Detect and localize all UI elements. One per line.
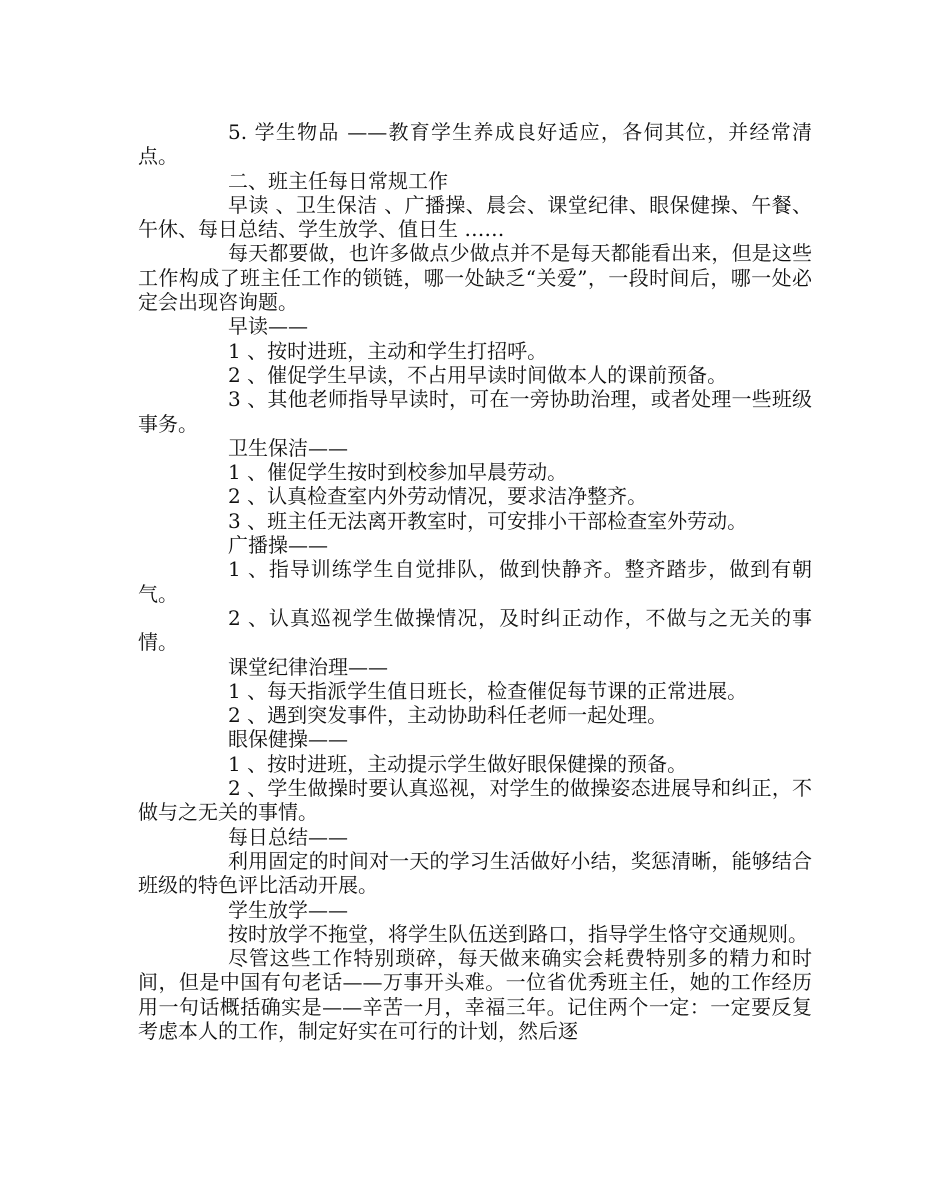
list-item: 1 、按时进班，主动和学生打招呼。: [228, 338, 548, 363]
list-item: 3 、其他老师指导早读时，可在一旁协助治理，或者处理一些班级事务。: [138, 387, 812, 436]
subheading-broadcast-exercise: 广播操——: [228, 533, 328, 558]
list-item: 3 、班主任无法离开教室时，可安排小干部检查室外劳动。: [228, 508, 748, 533]
list-item: 2 、认真巡视学生做操情况，及时纠正动作，不做与之无关的事情。: [138, 605, 812, 655]
list-item: 2 、学生做操时要认真巡视，对学生的做操姿态进展导和纠正，不做与之无关的事情。: [138, 776, 812, 825]
subheading-dismissal: 学生放学——: [228, 897, 348, 922]
paragraph-daily-importance: 每天都要做，也许多做点少做点并不是每天都能看出来，但是这些工作构成了班主任工作的锁链，哪一处缺乏“关爱”，一段时间后，哪一处必定会出现咨询题。: [138, 241, 812, 315]
subheading-daily-summary: 每日总结——: [228, 824, 348, 849]
paragraph-closing: 尽管这些工作特别琐碎，每天做来确实会耗费特别多的精力和时间，但是中国有句老话——万事开头难。一位省优秀班主任，她的工作经历用一句话概括确实是——辛苦一月，幸福三年。记住两个一定：一定要反复考虑本人的工作，制定好实在可行的计划，然后逐: [138, 946, 812, 1043]
section-heading-daily-routine: 二、班主任每日常规工作: [228, 168, 448, 193]
subheading-cleaning: 卫生保洁——: [228, 435, 348, 460]
list-item: 1 、指导训练学生自觉排队，做到快静齐。整齐踏步，做到有朝气。: [138, 557, 812, 606]
paragraph-routine-list: 早读 、卫生保洁 、广播操、晨会、课堂纪律、眼保健操、午餐、午休、每日总结、学生放学、值日生 ……: [138, 192, 812, 242]
list-item: 2 、催促学生早读，不占用早读时间做本人的课前预备。: [228, 362, 728, 387]
document-page: [138, 120, 812, 1043]
list-item: 1 、按时进班，主动提示学生做好眼保健操的预备。: [228, 751, 688, 776]
list-item: 2 、认真检查室内外劳动情况，要求洁净整齐。: [228, 484, 648, 509]
list-item: 2 、遇到突发事件，主动协助科任老师一起处理。: [228, 703, 668, 728]
subheading-morning-reading: 早读——: [228, 314, 308, 339]
subheading-eye-exercise: 眼保健操——: [228, 727, 348, 752]
list-item: 1 、每天指派学生值日班长，检查催促每节课的正常进展。: [228, 678, 748, 703]
subheading-classroom-discipline: 课堂纪律治理——: [228, 654, 388, 679]
paragraph-dismissal-detail: 按时放学不拖堂，将学生队伍送到路口，指导学生恪守交通规则。: [228, 921, 808, 946]
paragraph-summary-detail: 利用固定的时间对一天的学习生活做好小结，奖惩清晰，能够结合班级的特色评比活动开展。: [138, 848, 812, 898]
list-item: 1 、催促学生按时到校参加早晨劳动。: [228, 460, 568, 485]
paragraph-student-items: 5. 学生物品 ——教育学生养成良好适应，各伺其位，并经常清点。: [138, 120, 812, 169]
